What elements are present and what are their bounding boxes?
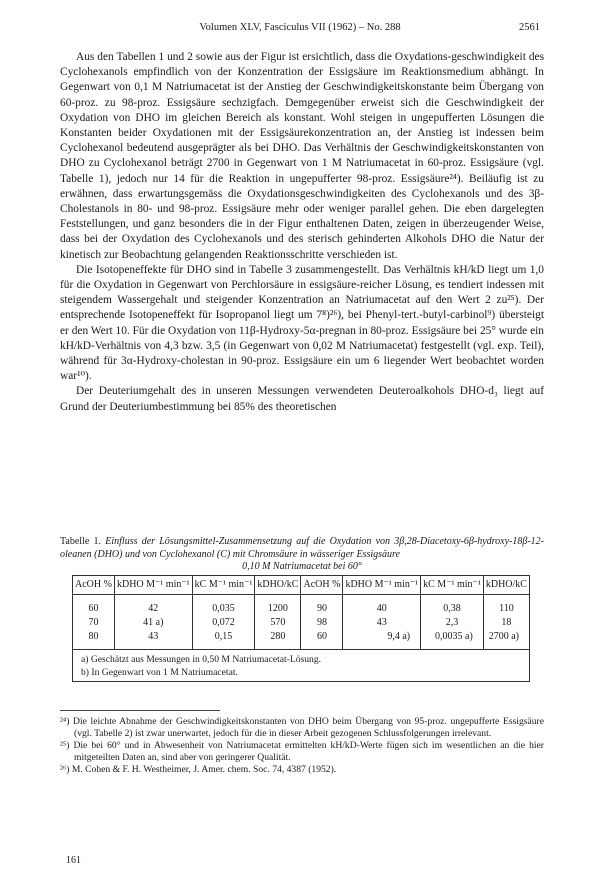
table-cell: 2,3 <box>421 616 484 630</box>
paragraph-1: Aus den Tabellen 1 und 2 sowie aus der Figur ist ersichtlich, dass die Oxydations-geschwindigkeit des Cyclohexanols empfindlich von der Konzentration der Essigsäure im Reaktionsmedium abhängt. In Gegenwart von 0,1 M Natriumacetat ist der Anstieg der Geschwindigkeitskonstante beim Übergang von 60-proz. zu 98-proz. Essigsäure sechzigfach. Demgegenüber erweist sich die Geschwindigkeit der Oxydation von DHO im gleichen Bereich als konstant. Wohl steigen in ungepufferten Lösungen die Konstanten beider Oxydationen mit der Essigsäurekonzentration an, der Anstieg ist indessen beim Cyclohexanol bedeutend ausgeprägter als bei DHO. Das Verhältnis der Geschwindigkeitskonstanten von DHO zu Cyclohexanol beträgt 2700 in Gegenwart von 1 M Natriumacetat in 60-proz. Essigsäure (vgl. Tabelle 1), jedoch nur 14 für die Reaktion in ungepufferter 98-proz. Essigsäure²⁴). Beiläufig ist zu erwähnen, dass erwartungsgemäss die Oxydationsgeschwindigkeiten des Cyclohexanols und des 3β-Cholestanols in 80- und 98-proz. Essigsäure mehr oder weniger parallel gehen. Die eben dargelegten Feststellungen, und ganz besonders die in der Figur enthaltenen Daten, zeigen in überzeugender Weise, dass bei der Oxydation des Cyclohexanols und des sterisch gehinderten Alkohols DHO die Natur der kinetisch zur Beobachtung gelangenden Reaktionsschritte verschieden ist. <box>60 51 544 261</box>
column-header: kDHO/kC <box>483 576 529 595</box>
column-header: AcOH % <box>73 576 115 595</box>
table-cell: 60 <box>301 630 343 650</box>
running-header <box>60 22 540 33</box>
footnote: ²⁵) Die bei 60° und in Abwesenheit von Natriumacetat ermittelten kH/kD-Werte fügen sich im wesentlichen an die hier mitgeteilten Daten an, sind aber von geringerer Qualität. <box>60 740 544 763</box>
table-row <box>73 595 530 617</box>
table-cell: 80 <box>88 631 99 642</box>
column-header: AcOH % <box>301 576 343 595</box>
table-notes <box>73 650 530 682</box>
table-cell: 60 <box>88 603 99 614</box>
page-footer-number: 161 <box>66 855 81 866</box>
page-number: 2561 <box>519 22 540 33</box>
table-cell: 570 <box>255 616 301 630</box>
table-cell: 110 <box>483 595 529 617</box>
footnote: ²⁴) Die leichte Abnahme der Geschwindigkeitskonstanten von DHO beim Übergang von 95-proz. ungepufferte Essigsäure (vgl. Tabelle 2) ist zwar unerwartet, jedoch für die in dieser Arbeit gezogenen Schlussfolgerungen irrelevant. <box>60 716 544 739</box>
table-cell: 0,035 <box>192 595 255 617</box>
table-cell: 90 <box>301 595 343 617</box>
table-cell: 18 <box>483 616 529 630</box>
footnote: ²⁶) M. Cohen & F. H. Westheimer, J. Amer. chem. Soc. 74, 4387 (1952). <box>60 764 337 775</box>
data-table <box>72 575 530 682</box>
table-cell: 0,38 <box>421 595 484 617</box>
table-header-row <box>73 576 530 595</box>
table-caption-line2: 0,10 M Natriumacetat bei 60° <box>242 561 362 573</box>
table-cell: 41 a) <box>114 616 192 630</box>
table-caption-text: Einfluss der Lösungsmittel-Zusammensetzung auf die Oxydation von 3β,28-Diacetoxy-6β-hydroxy-18β-12-oleanen (DHO) und von Cyclohexanol (C) mit Chromsäure in wässeriger Essigsäure <box>60 536 545 560</box>
column-header: kC M⁻¹ min⁻¹ <box>421 576 484 595</box>
table-cell: 42 <box>114 595 192 617</box>
table-caption <box>60 536 544 574</box>
column-header: kC M⁻¹ min⁻¹ <box>192 576 255 595</box>
table-cell: 40 <box>343 595 421 617</box>
footnotes <box>60 716 544 776</box>
table-cell: 43 <box>114 630 192 650</box>
table-caption-label: Tabelle 1. <box>60 536 102 547</box>
paragraph-2: Die Isotopeneffekte für DHO sind in Tabelle 3 zusammengestellt. Das Verhältnis kH/kD liegt um 1,0 für die Oxydation in Gegenwart von Perchlorsäure in essigsäure-reicher Lösung, es tendiert indessen mit steigendem Wassergehalt und steigender Konzentration an Natriumacetat auf den Wert 2 zu²⁵). Der entsprechende Isotopeneffekt für Isopropanol liegt um 7⁸)²⁶), bei Phenyl-tert.-butyl-carbinol⁹) übersteigt er den Wert 10. Für die Oxydation von 11β-Hydroxy-5α-pregnan in 80-proz. Essigsäure bei 25° wurde ein kH/kD-Verhältnis von 4,3 bzw. 3,5 (in Gegenwart von 0,02 M Natriumacetat) festgestellt (vgl. exp. Teil), während für 3α-Hydroxy-cholestan in 90-proz. Essigsäure ein um 6 liegender Wert beobachtet worden war¹⁰). <box>60 263 544 383</box>
table-cell: 9,4 a) <box>343 630 421 650</box>
table-cell: 98 <box>301 616 343 630</box>
running-title: Volumen XLV, Fasciculus VII (1962) – No. 288 <box>199 22 401 33</box>
table-notes-row <box>73 650 530 682</box>
table-cell: 2700 a) <box>483 630 529 650</box>
table-note: b) In Gegenwart von 1 M Natriumacetat. <box>81 666 238 678</box>
footnote-divider <box>60 710 220 711</box>
table-cell: 0,15 <box>192 630 255 650</box>
table-cell: 70 <box>88 617 99 628</box>
table-row <box>73 616 530 630</box>
column-header: kDHO M⁻¹ min⁻¹ <box>114 576 192 595</box>
table-cell: 0,0035 a) <box>421 630 484 650</box>
paragraph-3: Der Deuteriumgehalt des in unseren Messungen verwendeten Deuteroalkohols DHO-d₃ liegt auf Grund der Deuteriumbestimmung bei 85% des theoretischen <box>60 385 544 413</box>
table-cell: 0,072 <box>192 616 255 630</box>
column-header: kDHO M⁻¹ min⁻¹ <box>343 576 421 595</box>
table-note: a) Geschätzt aus Messungen in 0,50 M Natriumacetat-Lösung. <box>81 654 322 665</box>
column-header: kDHO/kC <box>255 576 301 595</box>
table-cell: 1200 <box>255 595 301 617</box>
body-text <box>60 50 544 415</box>
table-row <box>73 630 530 650</box>
table-cell: 280 <box>255 630 301 650</box>
table-cell: 43 <box>343 616 421 630</box>
